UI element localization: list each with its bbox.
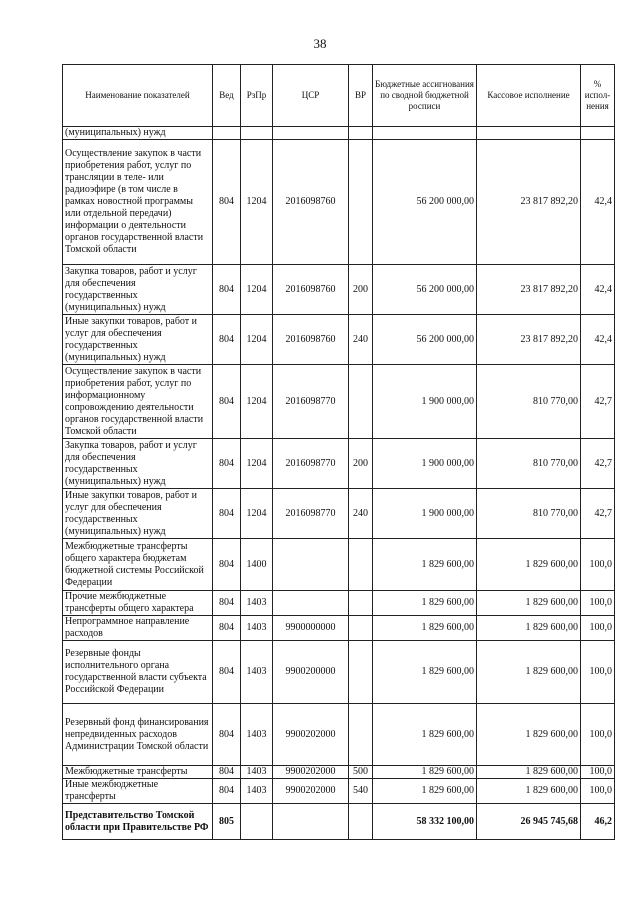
- table-row: [63, 591, 615, 616]
- cell-ved: 805: [213, 804, 241, 840]
- cell-name: Осуществление закупок в части приобретения работ, услуг по трансляции в теле- или радиоэфире (в том числе в рамках новостной программы или отдельной передачи) информации о деятельности органов государственной власти Томской области: [63, 140, 213, 265]
- cell-cash-execution: 1 829 600,00: [477, 616, 581, 641]
- cell-allocations: 1 829 600,00: [373, 539, 477, 591]
- cell-rzpr: 1204: [241, 140, 273, 265]
- cell-csr: 9900202000: [273, 779, 349, 804]
- header-vr: ВР: [349, 65, 373, 127]
- table-row: [63, 804, 615, 840]
- cell-execution-percent: 42,4: [581, 265, 615, 315]
- cell-cash-execution: 1 829 600,00: [477, 779, 581, 804]
- header-name: Наименование показателей: [63, 65, 213, 127]
- cell-rzpr: 1400: [241, 539, 273, 591]
- cell-cash-execution: 26 945 745,68: [477, 804, 581, 840]
- cell-cash-execution: [477, 127, 581, 140]
- cell-vr: 240: [349, 489, 373, 539]
- cell-name: Иные межбюджетные трансферты: [63, 779, 213, 804]
- cell-name: Межбюджетные трансферты общего характера бюджетам бюджетной системы Российской Федерации: [63, 539, 213, 591]
- cell-allocations: 1 900 000,00: [373, 365, 477, 439]
- table-row: [63, 140, 615, 265]
- cell-csr: 9900000000: [273, 616, 349, 641]
- cell-csr: 2016098760: [273, 265, 349, 315]
- cell-cash-execution: 1 829 600,00: [477, 766, 581, 779]
- header-csr: ЦСР: [273, 65, 349, 127]
- cell-ved: 804: [213, 265, 241, 315]
- cell-execution-percent: 46,2: [581, 804, 615, 840]
- cell-ved: 804: [213, 315, 241, 365]
- header-ved: Вед: [213, 65, 241, 127]
- cell-vr: [349, 704, 373, 766]
- table-header-row: [63, 65, 615, 127]
- cell-ved: 804: [213, 766, 241, 779]
- cell-execution-percent: 100,0: [581, 766, 615, 779]
- cell-name: Непрограммное направление расходов: [63, 616, 213, 641]
- header-cash-execution: Кассовое исполнение: [477, 65, 581, 127]
- cell-vr: 500: [349, 766, 373, 779]
- cell-ved: [213, 127, 241, 140]
- cell-ved: 804: [213, 140, 241, 265]
- cell-execution-percent: 100,0: [581, 591, 615, 616]
- cell-allocations: 1 829 600,00: [373, 641, 477, 704]
- table-row: [63, 489, 615, 539]
- cell-execution-percent: 42,7: [581, 365, 615, 439]
- cell-vr: 540: [349, 779, 373, 804]
- cell-rzpr: 1403: [241, 766, 273, 779]
- cell-name: (муниципальных) нужд: [63, 127, 213, 140]
- cell-csr: [273, 539, 349, 591]
- cell-name: Представительство Томской области при Правительстве РФ: [63, 804, 213, 840]
- cell-csr: 2016098760: [273, 315, 349, 365]
- cell-rzpr: 1403: [241, 779, 273, 804]
- cell-cash-execution: 1 829 600,00: [477, 704, 581, 766]
- cell-execution-percent: 42,7: [581, 439, 615, 489]
- page-number: 38: [313, 36, 327, 51]
- cell-cash-execution: 23 817 892,20: [477, 265, 581, 315]
- cell-name: Прочие межбюджетные трансферты общего характера: [63, 591, 213, 616]
- cell-vr: [349, 140, 373, 265]
- cell-ved: 804: [213, 616, 241, 641]
- cell-rzpr: 1204: [241, 315, 273, 365]
- cell-ved: 804: [213, 489, 241, 539]
- cell-cash-execution: 1 829 600,00: [477, 539, 581, 591]
- cell-csr: [273, 591, 349, 616]
- cell-name: Иные закупки товаров, работ и услуг для обеспечения государственных (муниципальных) нужд: [63, 489, 213, 539]
- cell-rzpr: 1204: [241, 265, 273, 315]
- table-body: [63, 127, 615, 840]
- cell-execution-percent: [581, 127, 615, 140]
- cell-execution-percent: 100,0: [581, 641, 615, 704]
- cell-csr: 2016098770: [273, 365, 349, 439]
- cell-allocations: [373, 127, 477, 140]
- cell-rzpr: 1204: [241, 365, 273, 439]
- cell-rzpr: 1403: [241, 616, 273, 641]
- cell-cash-execution: 1 829 600,00: [477, 641, 581, 704]
- cell-rzpr: [241, 127, 273, 140]
- cell-rzpr: 1403: [241, 591, 273, 616]
- table-row: [63, 539, 615, 591]
- table-row: [63, 439, 615, 489]
- table-row: [63, 127, 615, 140]
- cell-execution-percent: 100,0: [581, 539, 615, 591]
- cell-csr: 2016098760: [273, 140, 349, 265]
- cell-vr: 200: [349, 439, 373, 489]
- cell-execution-percent: 100,0: [581, 704, 615, 766]
- cell-name: Межбюджетные трансферты: [63, 766, 213, 779]
- cell-rzpr: 1403: [241, 704, 273, 766]
- table-row: [63, 766, 615, 779]
- cell-execution-percent: 100,0: [581, 779, 615, 804]
- table-row: [63, 265, 615, 315]
- cell-vr: [349, 804, 373, 840]
- cell-execution-percent: 42,4: [581, 140, 615, 265]
- cell-csr: 2016098770: [273, 489, 349, 539]
- cell-allocations: 1 829 600,00: [373, 766, 477, 779]
- cell-name: Иные закупки товаров, работ и услуг для обеспечения государственных (муниципальных) нужд: [63, 315, 213, 365]
- table-row: [63, 616, 615, 641]
- header-execution-percent: % испол-нения: [581, 65, 615, 127]
- cell-ved: 804: [213, 439, 241, 489]
- cell-allocations: 1 829 600,00: [373, 779, 477, 804]
- cell-rzpr: 1403: [241, 641, 273, 704]
- cell-allocations: 56 200 000,00: [373, 315, 477, 365]
- cell-execution-percent: 42,7: [581, 489, 615, 539]
- table-row: [63, 365, 615, 439]
- table-row: [63, 704, 615, 766]
- cell-vr: [349, 365, 373, 439]
- cell-name: Резервный фонд финансирования непредвиденных расходов Администрации Томской области: [63, 704, 213, 766]
- cell-vr: [349, 591, 373, 616]
- cell-allocations: 56 200 000,00: [373, 265, 477, 315]
- cell-vr: [349, 641, 373, 704]
- cell-csr: 9900202000: [273, 704, 349, 766]
- cell-ved: 804: [213, 704, 241, 766]
- cell-allocations: 1 900 000,00: [373, 489, 477, 539]
- cell-cash-execution: 23 817 892,20: [477, 315, 581, 365]
- cell-execution-percent: 42,4: [581, 315, 615, 365]
- cell-cash-execution: 810 770,00: [477, 439, 581, 489]
- cell-name: Резервные фонды исполнительного органа государственной власти субъекта Российской Федерации: [63, 641, 213, 704]
- cell-rzpr: [241, 804, 273, 840]
- cell-name: Закупка товаров, работ и услуг для обеспечения государственных (муниципальных) нужд: [63, 265, 213, 315]
- cell-ved: 804: [213, 591, 241, 616]
- table-row: [63, 779, 615, 804]
- cell-csr: [273, 127, 349, 140]
- budget-table: [62, 64, 615, 840]
- cell-allocations: 1 900 000,00: [373, 439, 477, 489]
- cell-allocations: 1 829 600,00: [373, 591, 477, 616]
- cell-cash-execution: 1 829 600,00: [477, 591, 581, 616]
- cell-vr: 240: [349, 315, 373, 365]
- cell-rzpr: 1204: [241, 489, 273, 539]
- cell-name: Осуществление закупок в части приобретения работ, услуг по информационному сопровождению деятельности органов государственной власти Томской области: [63, 365, 213, 439]
- table-row: [63, 641, 615, 704]
- cell-cash-execution: 810 770,00: [477, 365, 581, 439]
- cell-ved: 804: [213, 641, 241, 704]
- table-row: [63, 315, 615, 365]
- cell-vr: [349, 616, 373, 641]
- cell-ved: 804: [213, 779, 241, 804]
- cell-csr: [273, 804, 349, 840]
- cell-vr: [349, 539, 373, 591]
- header-allocations: Бюджетные ассигнования по сводной бюджетной росписи: [373, 65, 477, 127]
- cell-csr: 9900200000: [273, 641, 349, 704]
- cell-rzpr: 1204: [241, 439, 273, 489]
- header-rzpr: РзПр: [241, 65, 273, 127]
- cell-ved: 804: [213, 539, 241, 591]
- cell-allocations: 58 332 100,00: [373, 804, 477, 840]
- cell-cash-execution: 810 770,00: [477, 489, 581, 539]
- cell-cash-execution: 23 817 892,20: [477, 140, 581, 265]
- cell-name: Закупка товаров, работ и услуг для обеспечения государственных (муниципальных) нужд: [63, 439, 213, 489]
- cell-allocations: 56 200 000,00: [373, 140, 477, 265]
- cell-allocations: 1 829 600,00: [373, 616, 477, 641]
- cell-csr: 2016098770: [273, 439, 349, 489]
- cell-vr: [349, 127, 373, 140]
- cell-csr: 9900202000: [273, 766, 349, 779]
- cell-execution-percent: 100,0: [581, 616, 615, 641]
- cell-allocations: 1 829 600,00: [373, 704, 477, 766]
- cell-vr: 200: [349, 265, 373, 315]
- cell-ved: 804: [213, 365, 241, 439]
